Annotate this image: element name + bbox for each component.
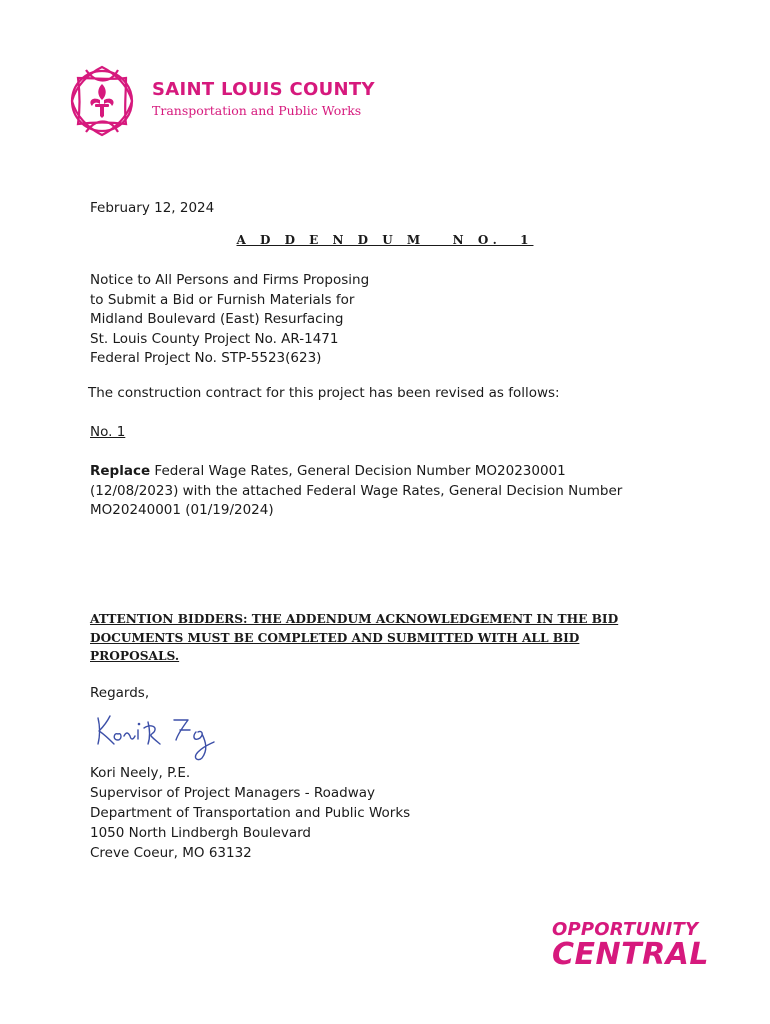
footer-logo-line1: OPPORTUNITY	[552, 919, 699, 940]
replace-line: (12/08/2023) with the attached Federal Wage Rates, General Decision Number	[90, 482, 623, 499]
attention-line: ATTENTION BIDDERS: THE ADDENDUM ACKNOWLEDGEMENT IN THE BID	[90, 612, 619, 626]
org-name: SAINT LOUIS COUNTY	[152, 79, 375, 100]
org-subtitle: Transportation and Public Works	[152, 103, 362, 118]
addendum-title-text: A D D E N D U M N O. 1	[236, 233, 534, 247]
notice-block	[90, 271, 369, 369]
fleur-de-lis-seal-icon	[66, 62, 138, 140]
notice-line: to Submit a Bid or Furnish Materials for	[90, 291, 355, 308]
notice-line: Federal Project No. STP-5523(623)	[90, 350, 322, 366]
notice-line: St. Louis County Project No. AR-1471	[90, 330, 339, 347]
replace-text: Federal Wage Rates, General Decision Number MO20230001	[150, 463, 566, 479]
notice-line: Midland Boulevard (East) Resurfacing	[90, 311, 344, 327]
replace-line	[90, 462, 622, 482]
attention-line: DOCUMENTS MUST BE COMPLETED AND SUBMITTED WITH ALL BID	[90, 630, 580, 645]
replace-line: MO20240001 (01/19/2024)	[90, 502, 274, 518]
footer-logo-line2: CENTRAL	[552, 937, 710, 972]
signer-line: Creve Coeur, MO 63132	[90, 845, 252, 861]
handwritten-signature-icon	[88, 706, 238, 762]
signer-line: Kori Neely, P.E.	[90, 765, 191, 781]
item-number: No. 1	[90, 424, 126, 440]
replace-block	[90, 462, 622, 521]
signer-line: Supervisor of Project Managers - Roadway	[90, 785, 376, 801]
closing: Regards,	[90, 685, 150, 701]
letterhead	[66, 62, 406, 142]
notice-line: Notice to All Persons and Firms Proposing	[90, 272, 370, 288]
signer-line: Department of Transportation and Public Works	[90, 805, 411, 821]
signer-line: 1050 North Lindbergh Boulevard	[90, 825, 311, 841]
attention-notice	[90, 610, 618, 666]
letter-date: February 12, 2024	[90, 200, 215, 216]
replace-word: Replace	[90, 463, 151, 479]
opportunity-central-logo	[552, 920, 709, 970]
signer-block	[90, 764, 410, 864]
attention-line: PROPOSALS.	[90, 649, 180, 663]
addendum-title	[0, 233, 770, 247]
contract-statement: The construction contract for this project has been revised as follows:	[88, 385, 560, 401]
